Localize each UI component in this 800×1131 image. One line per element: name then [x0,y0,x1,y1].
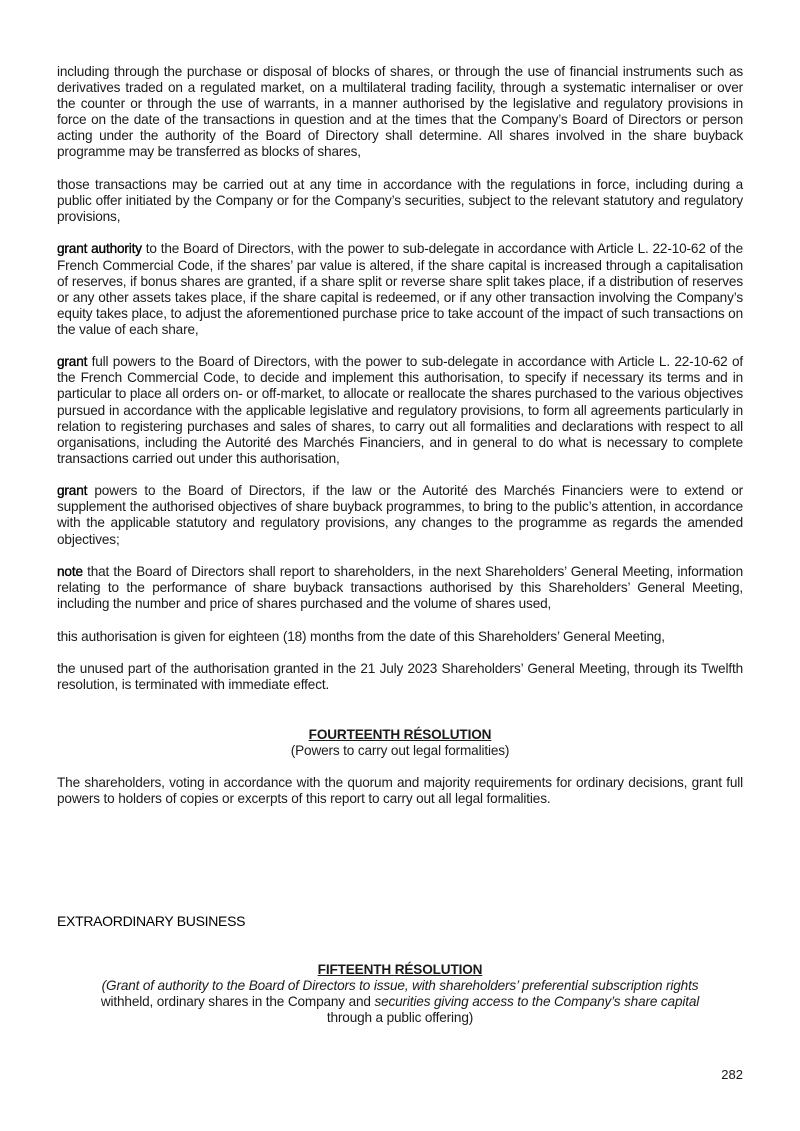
paragraph-grant-authority-text: to the Board of Directors, with the power to sub-delegate in accordance with Article L. 22-10-62 of the French Commercial Code, if the shares’ par value is altered, if the share capital is increased through a capitalisation of reserves, if bonus shares are granted, if a share split or reverse share split takes place, if a distribution of reserves or any other assets takes place, if the share capital is redeemed, or if any other transaction involving the Company’s equity takes place, to adjust the aforementioned purchase price to take account of the impact of such transactions on the value of each share, [57,241,743,337]
paragraph-grant-full-powers [57,354,743,467]
paragraph-grant-authority [57,241,743,338]
lead-grant-powers: grant [57,483,88,499]
paragraph-block-transactions: including through the purchase or disposal of blocks of shares, or through the use of financial instruments such as derivatives traded on a regulated market, on a multilateral trading facility, through a systematic internaliser or over the counter or through the use of warrants, in a manner authorised by the legislative and regulatory provisions in force on the date of the transactions in question and at the times that the Company’s Board of Directors or person acting under the authority of the Board of Directory shall determine. All shares involved in the share buyback programme may be transferred as blocks of shares, [57,64,743,160]
section-heading-extraordinary-business: EXTRAORDINARY BUSINESS [57,913,246,930]
paragraph-note [57,564,743,612]
fifteenth-subtitle-part3: securities giving access to the Company’s share capital [374,993,700,1009]
fourteenth-resolution-subtitle: (Powers to carry out legal formalities) [290,743,510,759]
document-page [57,64,743,1026]
lead-note: note [57,563,83,579]
lead-grant: grant [57,354,88,370]
paragraph-note-text: that the Board of Directors shall report to shareholders, in the next Shareholders’ General Meeting, information relating to the performance of share buyback transactions authorised by this Shareholders’ General Meeting, including the number and price of shares purchased and the volume of shares used, [57,563,743,612]
fifteenth-subtitle-part2: withheld, ordinary shares in the Company and [100,993,375,1009]
paragraph-termination: the unused part of the authorisation granted in the 21 July 2023 Shareholders’ General Meeting, through its Twelfth resolution, is terminated with immediate effect. [57,660,743,692]
lead-grant-authority: grant authority [57,241,142,257]
fifteenth-subtitle-part1: (Grant of authority to the Board of Directors to issue, with shareholders’ preferential subscription rights [101,977,699,993]
paragraph-duration: this authorisation is given for eighteen (18) months from the date of this Shareholders’ General Meeting, [57,628,665,644]
fourteenth-resolution-title: FOURTEENTH RÉSOLUTION [308,727,492,743]
fifteenth-resolution-subtitle [57,978,743,1026]
paragraph-grant-full-powers-text: full powers to the Board of Directors, with the power to sub-delegate in accordance with Article L. 22-10-62 of the French Commercial Code, to decide and implement this authorisation, to specify if necessary its terms and in particular to place all orders on- or off-market, to allocate or reallocate the shares purchased to the various objectives pursued in accordance with the applicable legislative and regulatory provisions, to form all agreements particularly in relation to registering purchases and sales of shares, to carry out all formalities and declarations with respect to all organisations, including the Autorité des Marchés Financiers, and in general to do what is necessary to complete transactions carried out under this authorisation, [57,354,743,466]
paragraph-timing: those transactions may be carried out at any time in accordance with the regulations in force, including during a public offer initiated by the Company or for the Company’s securities, subject to the relevant statutory and regulatory provisions, [57,176,743,225]
paragraph-grant-powers [57,483,743,547]
paragraph-grant-powers-text: powers to the Board of Directors, if the law or the Autorité des Marchés Financiers were to extend or supplement the authorised objectives of share buyback programmes, to bring to the public’s attention, in accordance with the applicable statutory and regulatory provisions, any changes to the programme as regards the amended objectives; [57,483,743,547]
fifteenth-resolution-title: FIFTEENTH RÉSOLUTION [317,961,483,977]
fourteenth-resolution-body: The shareholders, voting in accordance with the quorum and majority requirements for ordinary decisions, grant full powers to holders of copies or excerpts of this report to carry out all legal formalities. [57,775,743,807]
fifteenth-subtitle-part4: through a public offering) [326,1009,474,1025]
page-number: 282 [721,1067,743,1082]
